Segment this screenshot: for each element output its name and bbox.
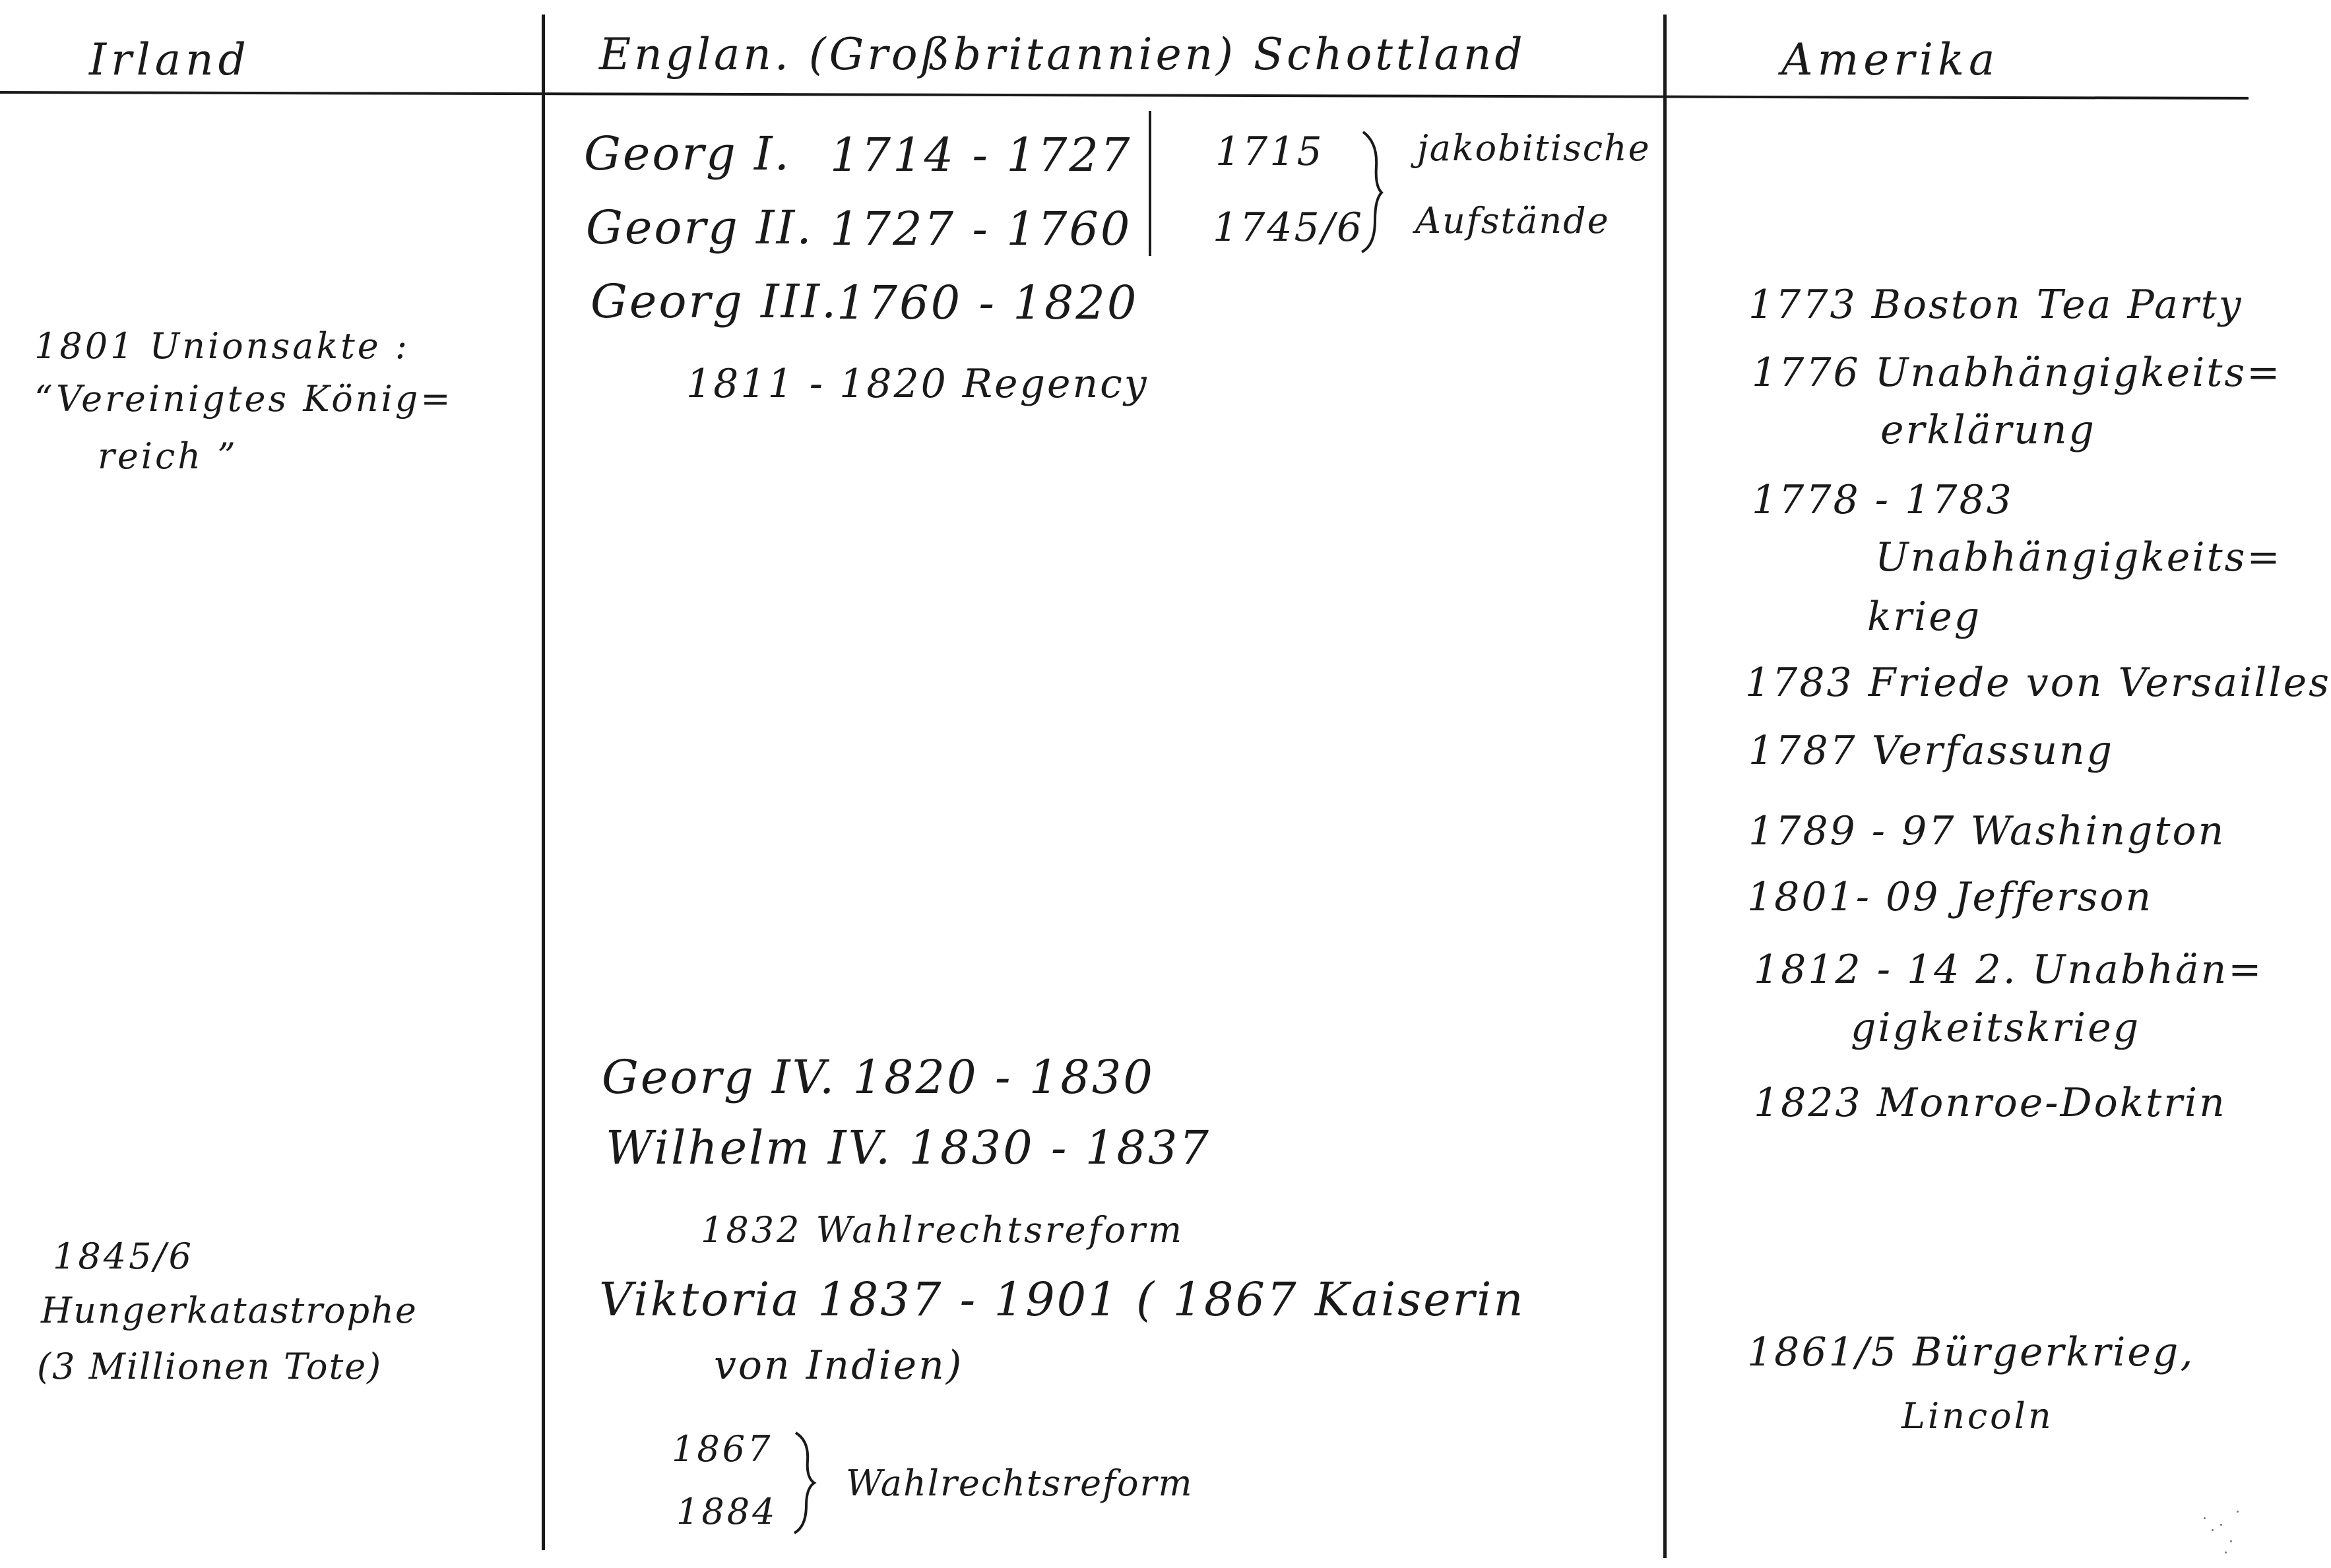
scan-speck bbox=[2212, 1529, 2214, 1531]
column-divider-ireland-england bbox=[542, 15, 545, 1550]
america-boston: 1773 Boston Tea Party bbox=[1748, 282, 2243, 328]
ireland-union-line-2: “Vereinigtes König= bbox=[34, 378, 453, 420]
column-divider-england-america bbox=[1663, 15, 1667, 1558]
georg-1-name: Georg I. bbox=[584, 127, 791, 181]
georg-4-line: Georg IV. 1820 - 1830 bbox=[602, 1050, 1155, 1104]
america-monroe: 1823 Monroe-Doktrin bbox=[1754, 1080, 2227, 1126]
header-ireland: Irland bbox=[89, 34, 251, 85]
scotland-label-1: jakobitische bbox=[1417, 127, 1651, 169]
divider-england-scotland bbox=[1149, 111, 1151, 256]
header-rule bbox=[0, 91, 2249, 100]
ireland-union-line-3: reich ” bbox=[98, 435, 238, 477]
america-war2-1: 1812 - 14 2. Unabhän= bbox=[1754, 947, 2264, 993]
scotland-year-1715: 1715 bbox=[1215, 129, 1324, 175]
georg-2-name: Georg II. bbox=[586, 201, 814, 255]
reform-year-1884: 1884 bbox=[676, 1491, 778, 1532]
america-civil-2: Lincoln bbox=[1901, 1395, 2054, 1437]
scotland-year-1745: 1745/6 bbox=[1213, 204, 1364, 251]
header-america: Amerika bbox=[1781, 34, 2000, 85]
viktoria-line-1: Viktoria 1837 - 1901 ( 1867 Kaiserin bbox=[599, 1272, 1525, 1327]
america-war-2: krieg bbox=[1867, 594, 1982, 640]
america-war-years: 1778 - 1783 bbox=[1752, 477, 2014, 523]
america-indep-1: 1776 Unabhängigkeits= bbox=[1752, 350, 2282, 396]
scan-speck bbox=[2204, 1517, 2206, 1519]
america-war-1: Unabhängigkeits= bbox=[1875, 534, 2282, 580]
viktoria-line-2: von Indien) bbox=[714, 1342, 964, 1389]
scotland-brace bbox=[1359, 129, 1386, 255]
reform-1832-line: 1832 Wahlrechtsreform bbox=[701, 1209, 1185, 1251]
reform-label: Wahlrechtsreform bbox=[846, 1462, 1194, 1504]
america-war2-2: gigkeitskrieg bbox=[1851, 1005, 2141, 1051]
scan-speck bbox=[2225, 1552, 2227, 1553]
america-versailles: 1783 Friede von Versailles bbox=[1745, 660, 2331, 706]
ireland-famine-line-2: (3 Millionen Tote) bbox=[37, 1346, 383, 1387]
ireland-famine-line-1: Hungerkatastrophe bbox=[41, 1290, 418, 1331]
scotland-label-2: Aufstände bbox=[1415, 200, 1610, 241]
georg-3-name: Georg III. bbox=[591, 274, 839, 329]
reform-year-1867: 1867 bbox=[672, 1428, 773, 1470]
georg-1-years: 1714 - 1727 bbox=[830, 128, 1132, 182]
wilhelm-4-line: Wilhelm IV. 1830 - 1837 bbox=[606, 1121, 1211, 1175]
america-jefferson: 1801- 09 Jefferson bbox=[1747, 874, 2154, 920]
america-indep-2: erklärung bbox=[1880, 407, 2096, 453]
america-constitution: 1787 Verfassung bbox=[1748, 728, 2115, 774]
regency-line: 1811 - 1820 Regency bbox=[686, 361, 1149, 407]
america-civil-1: 1861/5 Bürgerkrieg, bbox=[1747, 1329, 2195, 1375]
georg-2-years: 1727 - 1760 bbox=[830, 202, 1132, 256]
header-england: Englan. (Großbritannien) Schottland bbox=[599, 29, 1526, 80]
scan-speck bbox=[2220, 1524, 2222, 1526]
scan-speck bbox=[2230, 1540, 2232, 1542]
america-washington: 1789 - 97 Washington bbox=[1748, 808, 2226, 854]
georg-3-years: 1760 - 1820 bbox=[837, 276, 1139, 330]
reform-brace bbox=[792, 1430, 818, 1536]
scan-speck bbox=[2237, 1511, 2239, 1513]
ireland-union-line-1: 1801 Unionsakte : bbox=[34, 325, 410, 367]
ireland-famine-year: 1845/6 bbox=[53, 1236, 194, 1277]
